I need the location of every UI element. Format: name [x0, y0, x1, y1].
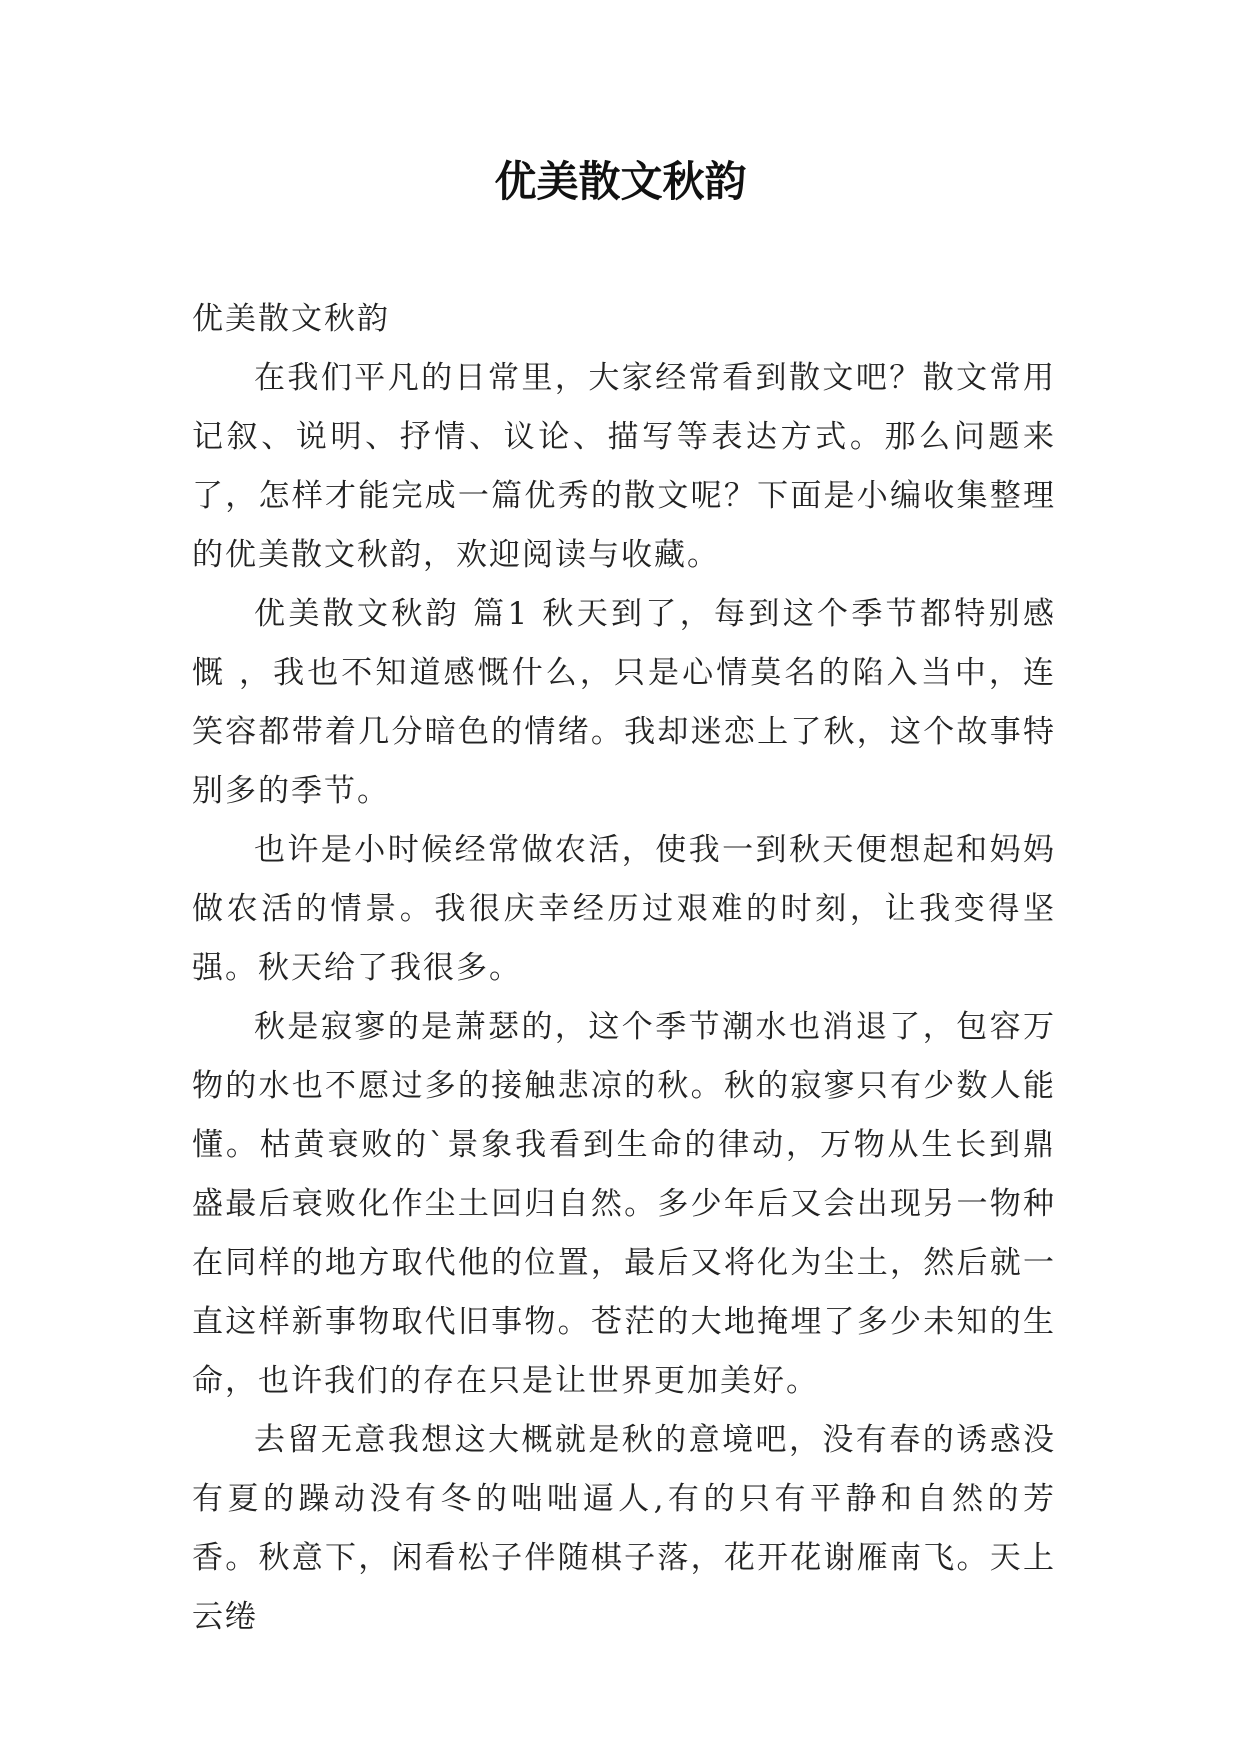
document-body [192, 290, 1056, 1647]
subtitle-paragraph: 优美散文秋韵 [192, 301, 390, 337]
body-paragraph-artistic-mood: 去留无意我想这大概就是秋的意境吧，没有春的诱惑没有夏的躁动没有冬的咄咄逼人,有的只有平静和自然的芳香。秋意下，闲看松子伴随棋子落，花开花谢雁南飞。天上云绻 [192, 1422, 1056, 1635]
body-paragraph-solitude: 秋是寂寥的是萧瑟的，这个季节潮水也消退了，包容万物的水也不愿过多的接触悲凉的秋。秋的寂寥只有少数人能懂。枯黄衰败的`景象我看到生命的律动，万物从生长到鼎盛最后衰败化作尘土回归自然。多少年后又会出现另一物种在同样的地方取代他的位置，最后又将化为尘土，然后就一直这样新事物取代旧事物。苍茫的大地掩埋了多少未知的生命，也许我们的存在只是让世界更加美好。 [192, 1009, 1056, 1399]
section-1-paragraph: 优美散文秋韵 篇1 秋天到了，每到这个季节都特别感慨 ，我也不知道感慨什么，只是心情莫名的陷入当中，连笑容都带着几分暗色的情绪。我却迷恋上了秋，这个故事特别多的季节。 [192, 596, 1056, 809]
intro-paragraph: 在我们平凡的日常里，大家经常看到散文吧？散文常用记叙、说明、抒情、议论、描写等表达方式。那么问题来了，怎样才能完成一篇优秀的散文呢？下面是小编收集整理的优美散文秋韵，欢迎阅读与收藏。 [192, 360, 1056, 573]
document-title: 优美散文秋韵 [494, 157, 747, 206]
body-paragraph-childhood: 也许是小时候经常做农活，使我一到秋天便想起和妈妈做农活的情景。我很庆幸经历过艰难的时刻，让我变得坚强。秋天给了我很多。 [192, 832, 1056, 986]
